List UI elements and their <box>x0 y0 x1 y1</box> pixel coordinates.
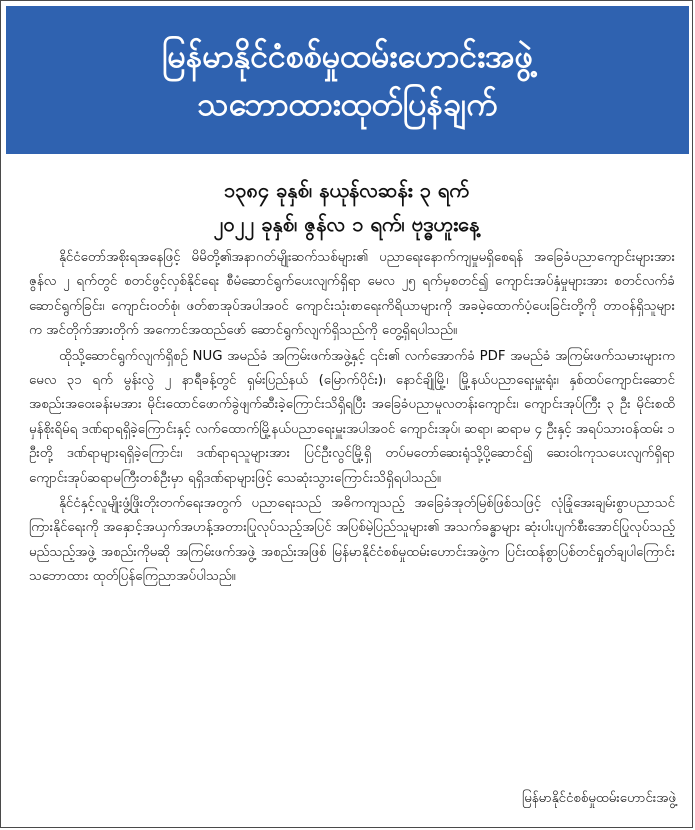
paragraph-3: နိုင်ငံနှင့်လူမျိုးဖွံ့ဖြိုးတိုးတက်ရေးအတွက် ပညာရေးသည် အဓိကကျသည့် အခြေခံအုတ်မြစ်ဖြစ်သဖြင့် လုံခြုံအေးချမ်းစွာပညာသင်ကြားနိုင်ရေးကို အနှောင့်အယှက်အဟန့်အတားပြုလုပ်သည့်အပြင် အပြစ်မဲ့ပြည်သူများ၏ အသက်ခန္ဓာများ ဆုံးပါးပျက်စီးအောင်ပြုလုပ်သည့် မည်သည့်အဖွဲ့ အစည်းကိုမဆို အကြမ်းဖက်အဖွဲ့ အစည်းအဖြစ် မြန်မာနိုင်ငံစစ်မှုထမ်းဟောင်းအဖွဲ့က ပြင်းထန်စွာပြစ်တင်ရှုတ်ချပါကြောင်း သဘောထား ထုတ်ပြန်ကြေညာအပ်ပါသည်။ <box>29 496 675 585</box>
myanmar-date: ၁၃၈၄ ခုနှစ်၊ နယုန်လဆန်း ၃ ရက် <box>224 178 469 202</box>
title-line-1: မြန်မာနိုင်ငံစစ်မှုထမ်းဟောင်းအဖွဲ့ <box>162 37 533 75</box>
gregorian-date: ၂၀၂၂ ခုနှစ်၊ ဇွန်လ ၁ ရက်၊ ဗုဒ္ဓဟူးနေ့ <box>213 212 480 236</box>
date-block <box>1 173 692 241</box>
paragraph-2: ထိုသို့ဆောင်ရွက်လျက်ရှိစဉ် NUG အမည်ခံ အကြမ်းဖက်အဖွဲ့နှင့် ၎င်း၏ လက်အောက်ခံ PDF အမည်ခံ အကြမ်းဖက်သမားများက မေလ ၃၁ ရက် မွန်းလွဲ ၂ နာရီခန့်တွင် ရှမ်းပြည်နယ် (မြောက်ပိုင်း)၊ နောင်ချိုမြို့၊ မြို့နယ်ပညာရေးမှူးရုံး၊ နှစ်ထပ်ကျောင်းဆောင် အစည်းအဝေးခန်းမအား မိုင်းထောင်ဖောက်ခွဲဖျက်ဆီးခဲ့ကြောင်းသိရှိရပြီး အခြေခံပညာမူလတန်းကျောင်း၊ ကျောင်းအုပ်ကြီး ၃ ဦး မိုင်းစထိမှန်စိုးရိမ်ရ ဒဏ်ရာရရှိခဲ့ကြောင်းနှင့် လက်ထောက်မြို့နယ်ပညာရေးမှူးအပါအဝင် ကျောင်းအုပ်၊ ဆရာ၊ ဆရာမ ၄ ဦးနှင့် အရပ်သားဝန်ထမ်း ၁ ဦးတို့ ဒဏ်ရာများရရှိခဲ့ကြောင်း၊ ဒဏ်ရာရသူများအား ပြင်ဦးလွင်မြို့ရှိ တပ်မတော်ဆေးရုံသို့ပို့ဆောင်၍ ဆေးဝါးကုသပေးလျက်ရှိရာ ကျောင်းအုပ်ဆရာမကြီးတစ်ဦးမှာ ရရှိဒဏ်ရာများဖြင့် သေဆုံးသွားကြောင်းသိရှိရပါသည်။ <box>29 348 675 486</box>
paragraph-1: နိုင်ငံတော်အစိုးရအနေဖြင့် မိမိတို့၏အနာဂတ်မျိုးဆက်သစ်များ၏ ပညာရေးနောက်ကျမှုမရှိစေရန် အခြေခံပညာကျောင်းများအား ဇွန်လ ၂ ရက်တွင် စတင်ဖွင့်လှစ်နိုင်ရေး စီမံဆောင်ရွက်ပေးလျက်ရှိရာ မေလ ၂၅ ရက်မှစတင်၍ ကျောင်းအပ်နှံမှုများအား စတင်လက်ခံဆောင်ရွက်ခြင်း၊ ကျောင်းဝတ်စုံ၊ ဖတ်စာအုပ်အပါအဝင် ကျောင်းသုံးစာရေးကိရိယာများကို အခမဲ့ထောက်ပံ့ပေးခြင်းတို့ကို တာဝန်ရှိသူများက အင်တိုက်အားတိုက် အကောင်အထည်ဖော် ဆောင်ရွက်လျက်ရှိသည်ကို တွေ့ရှိရပါသည်။ <box>29 250 675 339</box>
title-banner <box>6 6 689 154</box>
signature: မြန်မာနိုင်ငံစစ်မှုထမ်းဟောင်းအဖွဲ့ <box>521 791 676 806</box>
statement-body <box>29 246 675 591</box>
title-line-2: သဘောထားထုတ်ပြန်ချက် <box>197 85 498 123</box>
